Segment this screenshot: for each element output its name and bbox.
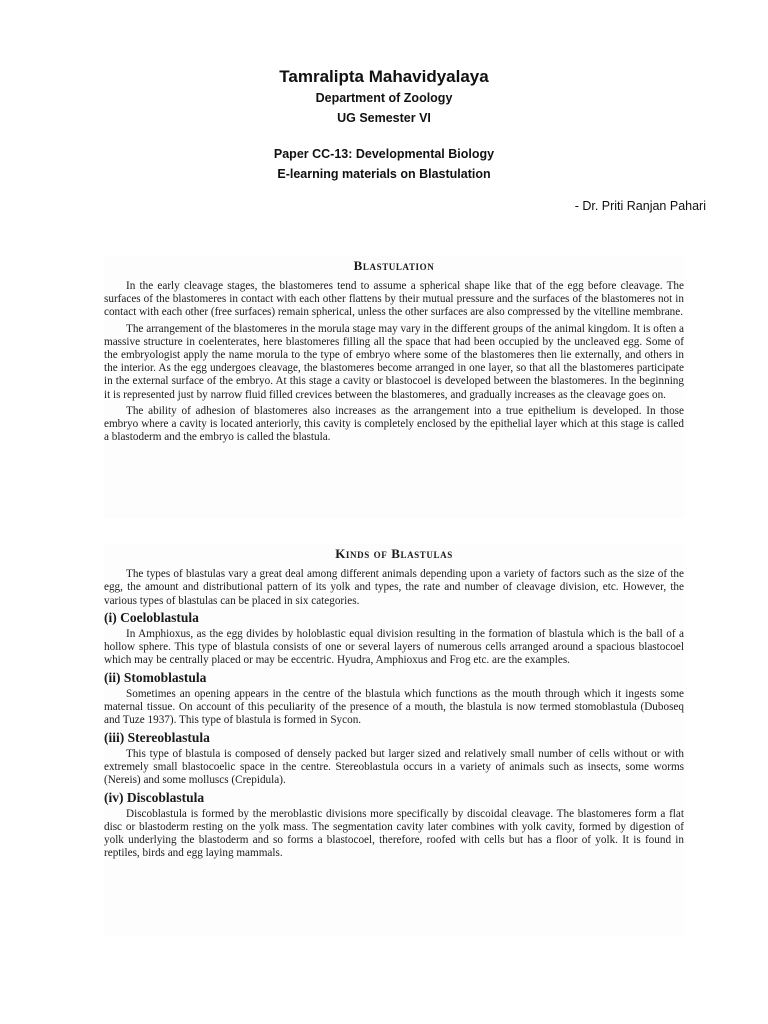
semester-label: UG Semester VI	[337, 111, 431, 125]
author-name: - Dr. Priti Ranjan Pahari	[574, 199, 706, 213]
type-text: Sometimes an opening appears in the centre of the blastula which functions as the mouth through which it ingests some maternal tissue. On account of this peculiarity of the presence of a mouth, the blastula is now termed stomoblastula (Duboseq and Tuze 1937). This type of blastula is formed in Sycon.	[104, 687, 684, 727]
type-heading: (iv) Discoblastula	[104, 789, 205, 805]
kinds-heading: Kinds of Blastulas	[335, 546, 453, 561]
type-heading: (i) Coeloblastula	[104, 609, 199, 625]
kinds-scan	[104, 544, 684, 936]
paper-title: Paper CC-13: Developmental Biology	[273, 147, 495, 161]
type-text: In Amphioxus, as the egg divides by holoblastic equal division resulting in the formation of blastula which is the ball of a hollow sphere. This type of blastula consists of one or several layers of numerous cells arranged around a spacious blastocoel which may be centrally placed or may be eccentric. Hyudra, Amphioxus and Frog etc. are the examples.	[104, 627, 684, 667]
type-heading: (iii) Stereoblastula	[104, 729, 210, 745]
document-header	[0, 66, 768, 184]
institution-name: Tamralipta Mahavidyalaya	[279, 67, 489, 86]
blastulation-paragraph: The ability of adhesion of blastomeres also increases as the arrangement into a true epithelium is developed. In those embryo where a cavity is located anteriorly, this cavity is completely enclosed by the epithelial layer which at this stage is called a blastoderm and the embryo is called the blastula.	[104, 404, 684, 444]
type-text: This type of blastula is composed of densely packed but larger sized and relatively small number of cells without or with extremely small blastocoelic space in the centre. Stereoblastula occurs in a variety of animals such as insects, some worms (Nereis) and some molluscs (Crepidula).	[104, 747, 684, 787]
blastulation-paragraph: In the early cleavage stages, the blastomeres tend to assume a spherical shape like that of the egg before cleavage. The surfaces of the blastomeres in contact with each other flattens by their mutual pressure and the surfaces of the blastomeres not in contact with each other (free surfaces) remain spherical, unless the other surfaces are also compressed by the vitelline membrane.	[104, 280, 684, 319]
blastulation-paragraph: The arrangement of the blastomeres in the morula stage may vary in the different groups of the animal kingdom. It is often a massive structure in coelenterates, here blastomeres filling all the space that had been occupied by the uncleaved egg. Some of the embryologist apply the name morula to the type of embryo where some of the blastomeres then lie externally, and others in the interior. As the egg undergoes cleavage, the blastomeres become arranged in one layer, so that all the blastomeres participate in the external surface of the embryo. At this stage a cavity or blastocoel is developed between the blastomeres. In the beginning it is represented just by narrow fluid filled crevices between the blastomeres, and gradually increases as the cleavage goes on.	[104, 322, 684, 401]
blastulation-heading: Blastulation	[353, 258, 435, 273]
blastulation-scan	[104, 256, 684, 518]
type-text: Discoblastula is formed by the meroblastic divisions more specifically by discoidal cleavage. The blastomeres form a flat disc or blastoderm resting on the yolk mass. The segmentation cavity later combines with yolk cavity, formed by digestion of yolk underlying the blastoderm and so forms a blastocoel, therefore, roofed with cells but has a floor of yolk. It is found in reptiles, birds and egg laying mammals.	[104, 807, 684, 860]
topic-title: E-learning materials on Blastulation	[277, 167, 491, 181]
kinds-intro: The types of blastulas vary a great deal among different animals depending upon a variety of factors such as the size of the egg, the amount and distributional pattern of its yolk and types, the rate and number of cleavage division, etc. However, the various types of blastulas can be placed in six categories.	[104, 568, 684, 607]
type-heading: (ii) Stomoblastula	[104, 669, 207, 685]
department-name: Department of Zoology	[315, 91, 453, 105]
